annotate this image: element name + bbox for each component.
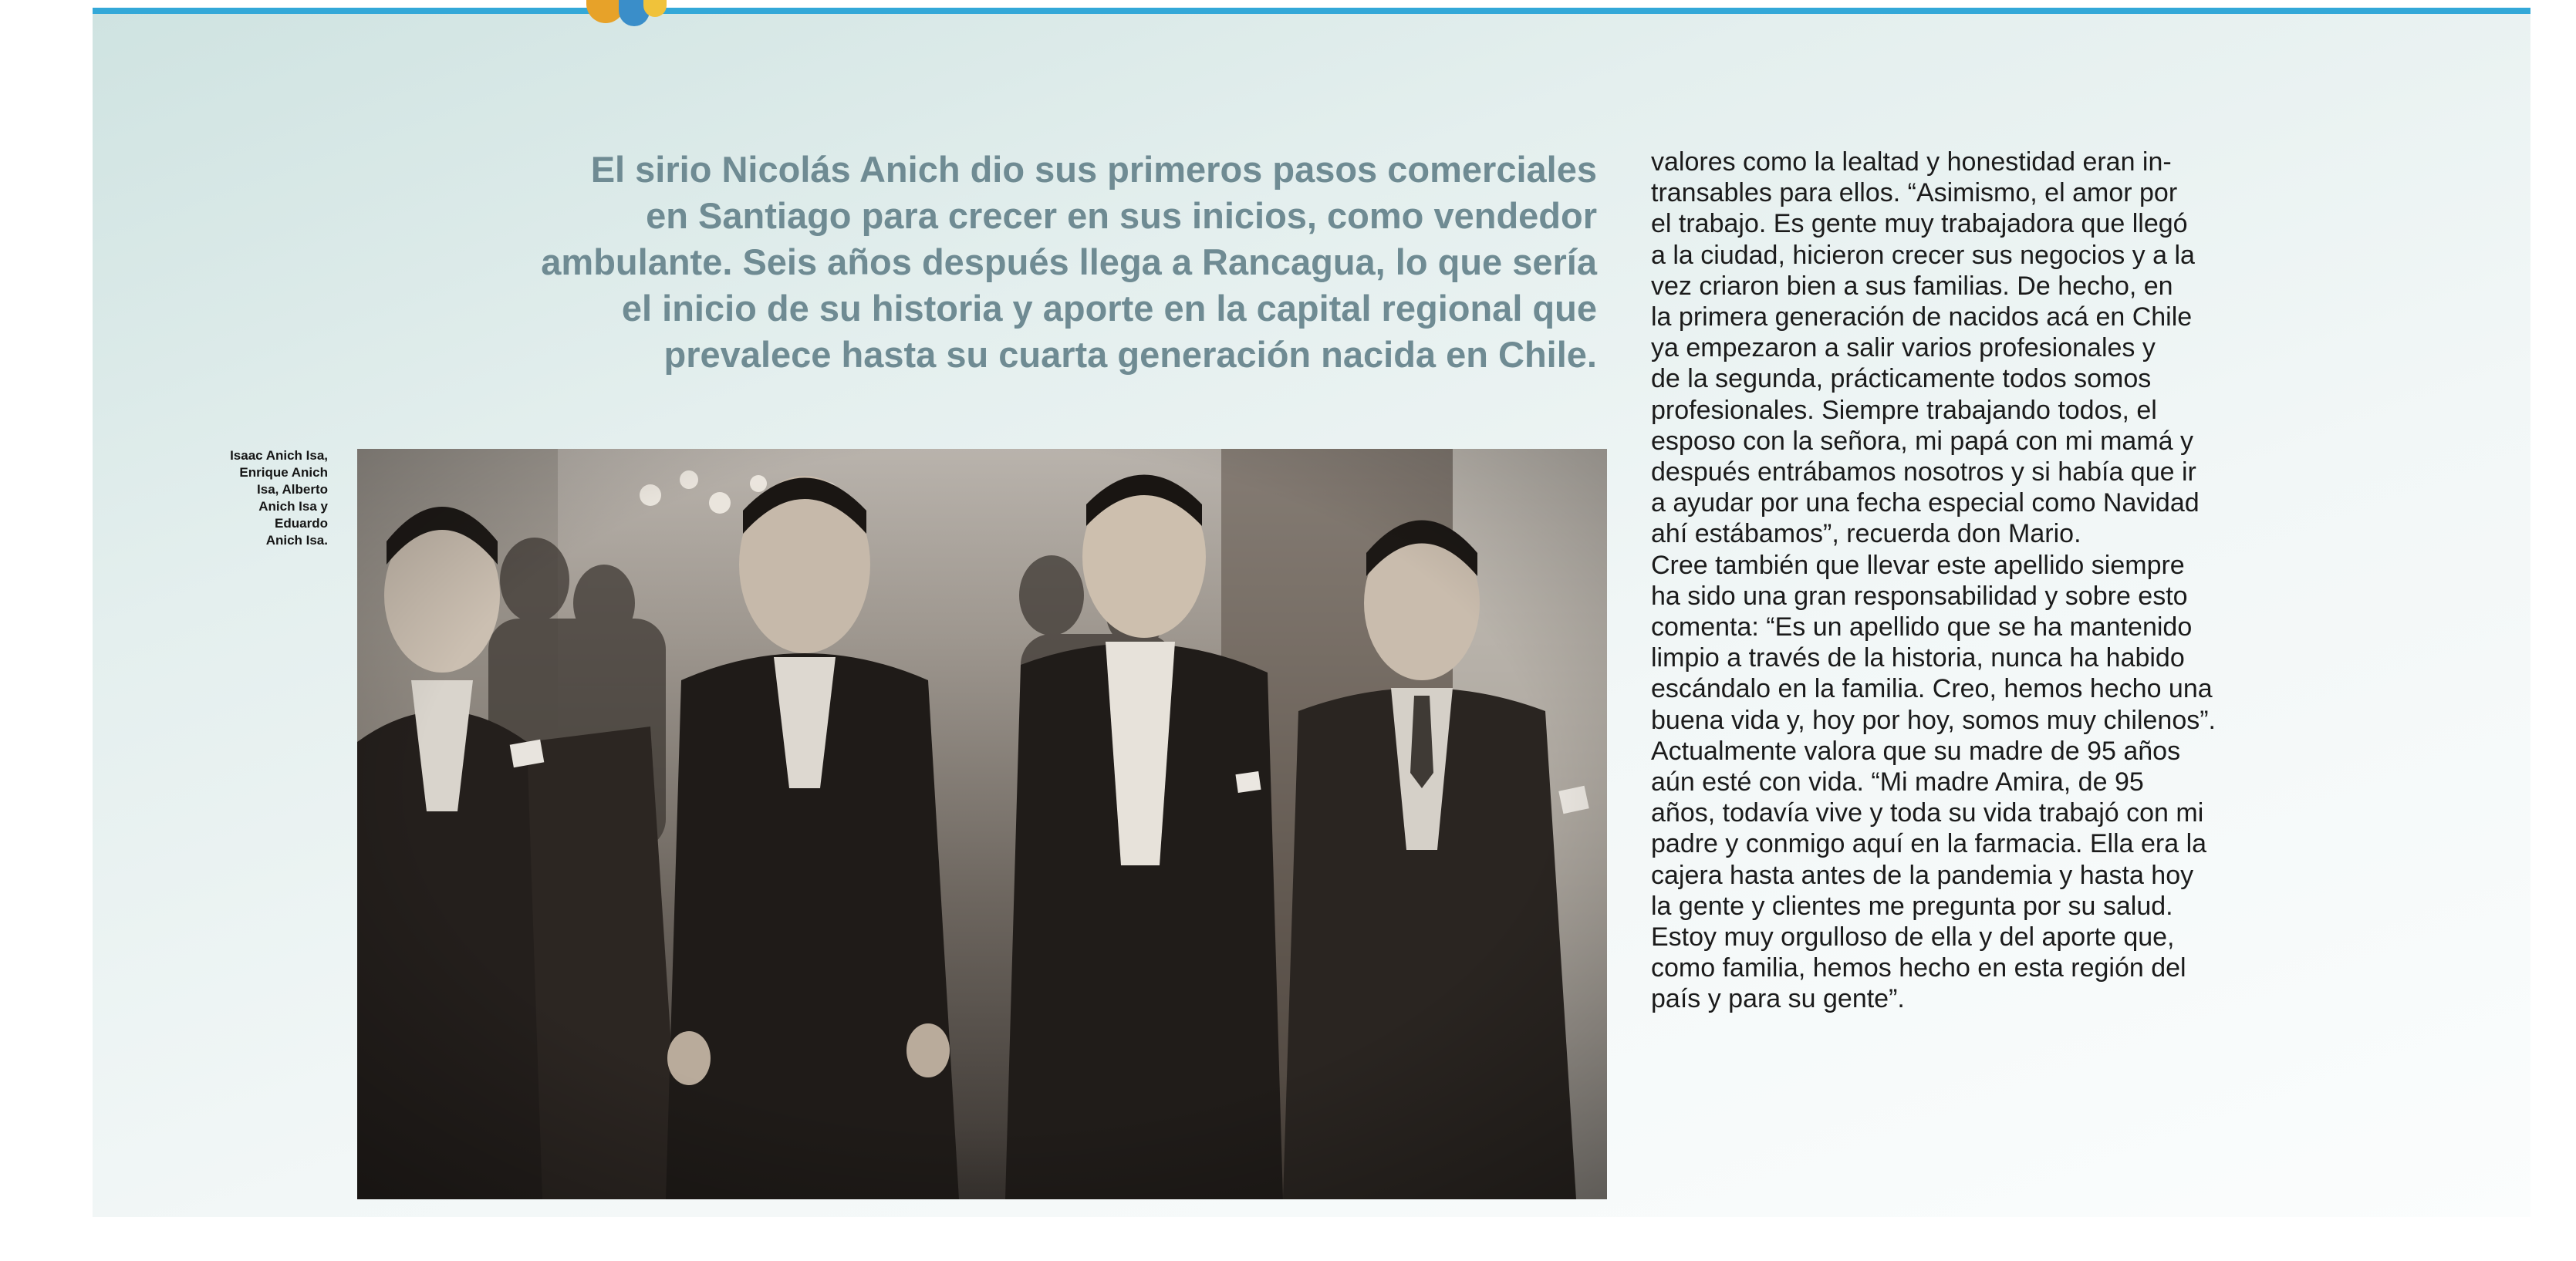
lead-paragraph — [494, 147, 1597, 378]
caption-line: Isa, Alberto — [257, 482, 328, 497]
caption-line: Anich Isa y — [258, 499, 328, 514]
body-line: ya empezaron a salir varios profesionales y — [1651, 333, 2156, 363]
caption-line: Isaac Anich Isa, — [230, 448, 328, 463]
body-line: a ayudar por una fecha especial como Navidad — [1651, 488, 2200, 518]
group-portrait-illustration — [357, 449, 1607, 1199]
body-line: comenta: “Es un apellido que se ha mantenido — [1651, 612, 2193, 642]
caption-line: Eduardo — [275, 516, 328, 531]
article-body-column — [1651, 147, 2523, 1015]
top-accent-rule — [93, 8, 2530, 14]
photo-caption — [154, 447, 328, 549]
body-line: Cree también que llevar este apellido siempre — [1651, 550, 2185, 580]
caption-line: Enrique Anich — [239, 465, 328, 480]
body-line: profesionales. Siempre trabajando todos, el — [1651, 395, 2157, 425]
body-line: el trabajo. Es gente muy trabajadora que llegó — [1651, 209, 2188, 239]
magazine-logo-icon — [586, 0, 671, 28]
body-line: años, todavía vive y toda su vida trabajó con mi — [1651, 798, 2204, 828]
body-line: después entrábamos nosotros y si había que ir — [1651, 457, 2196, 487]
body-line: buena vida y, hoy por hoy, somos muy chilenos”. — [1651, 705, 2216, 735]
body-line: valores como la lealtad y honestidad eran in- — [1651, 147, 2172, 177]
body-line: escándalo en la familia. Creo, hemos hecho una — [1651, 674, 2213, 704]
body-line: ha sido una gran responsabilidad y sobre esto — [1651, 581, 2188, 611]
body-line: a la ciudad, hicieron crecer sus negocios y a la — [1651, 240, 2195, 270]
lead-line: El sirio Nicolás Anich dio sus primeros pasos comerciales — [590, 149, 1597, 190]
lead-line: ambulante. Seis años después llega a Rancagua, lo que sería — [541, 241, 1597, 282]
body-line: como familia, hemos hecho en esta región del — [1651, 953, 2186, 983]
body-line: transables para ellos. “Asimismo, el amor por — [1651, 178, 2178, 208]
body-line: vez criaron bien a sus familias. De hecho, en — [1651, 271, 2173, 301]
archival-photo — [357, 449, 1607, 1199]
body-line: de la segunda, prácticamente todos somos — [1651, 364, 2152, 394]
body-line: limpio a través de la historia, nunca ha habido — [1651, 643, 2185, 673]
body-line: Actualmente valora que su madre de 95 años — [1651, 736, 2181, 766]
body-line: la primera generación de nacidos acá en Chile — [1651, 302, 2193, 332]
caption-line: Anich Isa. — [265, 533, 328, 548]
body-line: ahí estábamos”, recuerda don Mario. — [1651, 519, 2081, 549]
body-line: país y para su gente”. — [1651, 984, 1905, 1014]
lead-line: el inicio de su historia y aporte en la capital regional que — [621, 288, 1597, 329]
body-line: cajera hasta antes de la pandemia y hasta hoy — [1651, 860, 2194, 890]
body-line: aún esté con vida. “Mi madre Amira, de 95 — [1651, 767, 2144, 797]
body-line: Estoy muy orgulloso de ella y del aporte que, — [1651, 922, 2175, 952]
lead-line: en Santiago para crecer en sus inicios, como vendedor — [646, 195, 1597, 236]
body-line: padre y conmigo aquí en la farmacia. Ella era la — [1651, 829, 2207, 859]
body-line: la gente y clientes me pregunta por su salud. — [1651, 891, 2173, 921]
lead-line: prevalece hasta su cuarta generación nacida en Chile. — [663, 334, 1597, 375]
body-line: esposo con la señora, mi papá con mi mamá y — [1651, 426, 2194, 456]
